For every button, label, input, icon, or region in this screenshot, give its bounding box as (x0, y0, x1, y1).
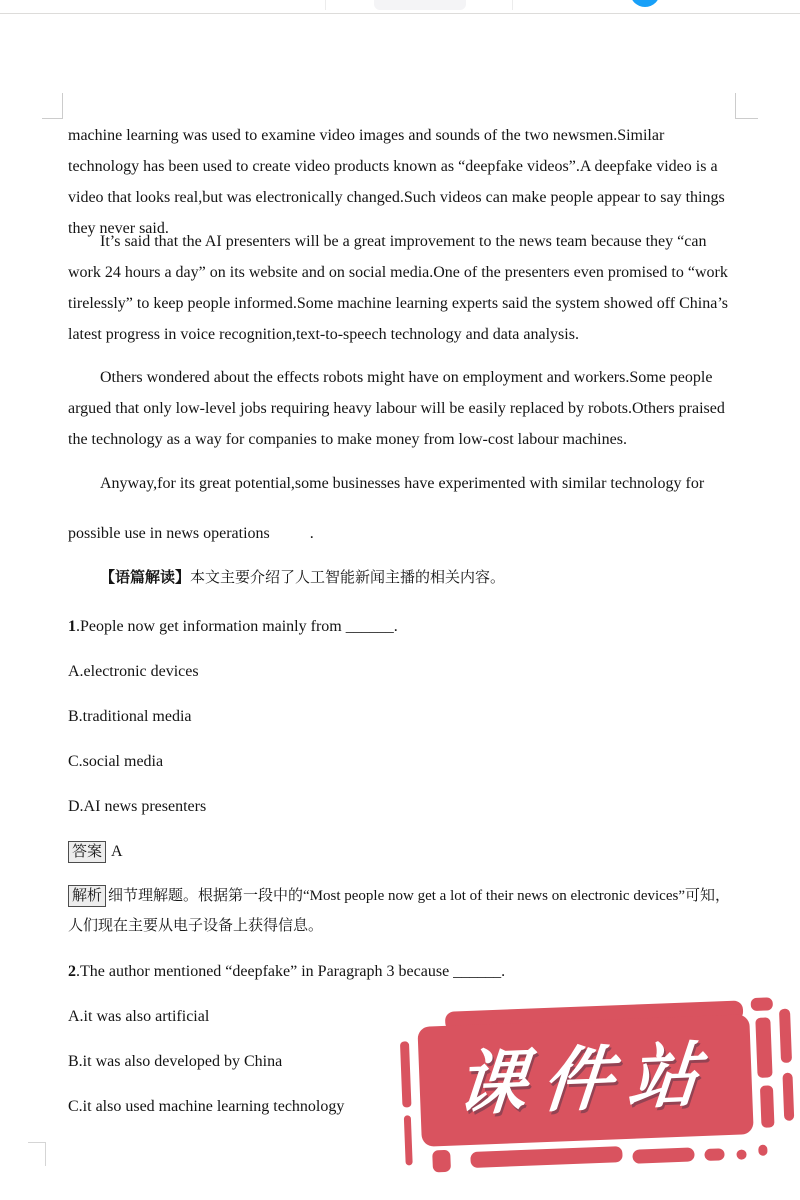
stamp-bottom-dash (432, 1150, 451, 1173)
question-1-stem (68, 611, 733, 642)
stamp-body (417, 1014, 753, 1147)
question-1-option-c[interactable]: C.social media (68, 753, 164, 770)
stamp-left-dash (404, 1115, 413, 1165)
analysis-label-badge: 解析 (68, 885, 106, 907)
question-1-analysis (68, 881, 740, 941)
question-2-text: .The author mentioned “deepfake” in Paragraph 3 because ______. (76, 963, 506, 980)
question-2-stem (68, 956, 733, 987)
stamp-top-dash (751, 997, 773, 1011)
passage-paragraph-4-line-2: possible use in news operations . (68, 525, 314, 542)
stamp-bottom-dash (704, 1148, 724, 1161)
account-avatar-icon[interactable] (630, 0, 660, 7)
answer-label-badge: 答案 (68, 841, 106, 863)
stamp-text: 课件站 (453, 1035, 718, 1124)
question-2-option-a[interactable]: A.it was also artificial (68, 1008, 210, 1025)
question-1-text: .People now get information mainly from ______. (76, 618, 398, 635)
passage-paragraph-3: Others wondered about the effects robots might have on employment and workers.Some people argued that only low-level jobs requiring heavy labour will be easily replaced by robots.Others praised the technology as a way for companies to make money from low-cost labour machines. (68, 369, 725, 448)
passage-paragraph-4-line-1: Anyway,for its great potential,some businesses have experimented with similar technology for (100, 475, 705, 492)
question-1-number: 1 (68, 618, 76, 635)
page-corner-mark-bottom-left (28, 1142, 46, 1166)
stamp-bottom-dash (632, 1147, 694, 1163)
reading-note-label: 【语篇解读】 (100, 570, 191, 586)
question-2-option-b[interactable]: B.it was also developed by China (68, 1053, 283, 1070)
question-1-option-a[interactable]: A.electronic devices (68, 663, 199, 680)
answer-value: A (111, 843, 123, 860)
question-2-number: 2 (68, 963, 76, 980)
stamp-right-dash (760, 1085, 775, 1127)
toolbar-separator (325, 0, 326, 10)
stamp-left-dash (400, 1041, 412, 1107)
watermark-stamp (399, 997, 799, 1186)
stamp-bottom-dash (736, 1149, 746, 1159)
question-1-option-b[interactable]: B.traditional media (68, 708, 192, 725)
passage-paragraph-1: machine learning was used to examine video images and sounds of the two newsmen.Similar technology has been used to create video products known as “deepfake videos”.A deepfake video is a video that looks real,but was electronically changed.Such videos can make people appear to say things they never said. (68, 127, 725, 237)
toolbar-tab-pill[interactable] (374, 0, 466, 10)
stamp-bottom-dash (758, 1145, 767, 1156)
page-corner-mark-top-right (735, 93, 758, 119)
question-2-option-c[interactable]: C.it also used machine learning technology (68, 1098, 345, 1115)
stamp-right-dash (755, 1017, 772, 1078)
reading-note (68, 563, 733, 594)
browser-toolbar-remnant (0, 0, 800, 14)
toolbar-separator (512, 0, 513, 10)
page-corner-mark-top-left (42, 93, 63, 119)
passage-paragraph-2: It’s said that the AI presenters will be a great improvement to the news team because they “can work 24 hours a day” on its website and on social media.One of the presenters even promised to “work tirelessly” to keep people informed.Some machine learning experts said the system showed off China’s latest progress in voice recognition,text-to-speech technology and data analysis. (68, 233, 728, 343)
reading-note-text: 本文主要介绍了人工智能新闻主播的相关内容。 (190, 570, 506, 586)
question-1-answer-row (68, 836, 733, 867)
stamp-right-dash (782, 1073, 794, 1121)
stamp-right-dash (779, 1009, 792, 1063)
question-1-option-d[interactable]: D.AI news presenters (68, 798, 207, 815)
analysis-text: 细节理解题。根据第一段中的“Most people now get a lot of their news on electronic devices”可知，人们现在主要从电子设备上获得信息。 (68, 888, 730, 934)
stamp-bottom-dash (470, 1146, 623, 1168)
